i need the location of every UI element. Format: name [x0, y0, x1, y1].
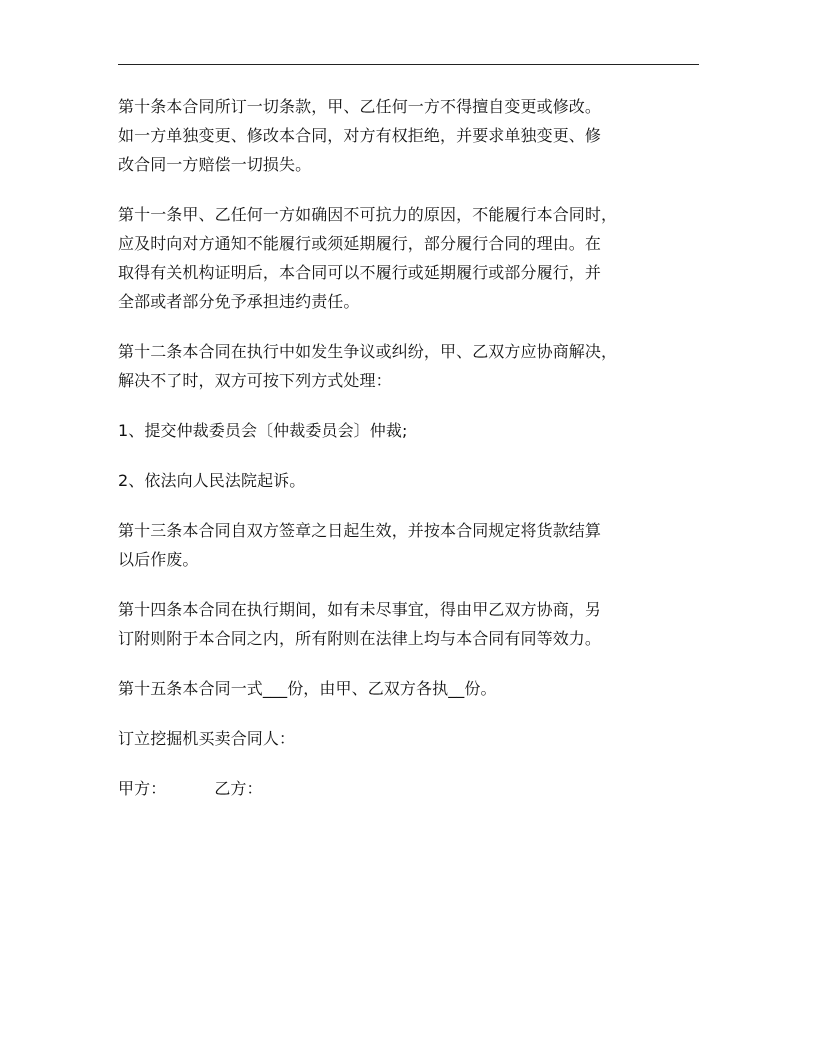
text-line: 第十一条甲、乙任何一方如确因不可抗力的原因，不能履行本合同时， — [118, 205, 618, 224]
party-a-label: 甲方： — [118, 779, 167, 798]
article-12 — [118, 337, 718, 395]
header-rule — [118, 64, 699, 65]
text-line: 取得有关机构证明后，本合同可以不履行或延期履行或部分履行，并 — [118, 263, 602, 282]
text-line: 全部或者部分免予承担违约责任。 — [118, 292, 360, 311]
article-13 — [118, 516, 718, 574]
dispute-option-1 — [118, 416, 718, 445]
text-line: 改合同一方赔偿一切损失。 — [118, 155, 312, 174]
text-line: 第十条本合同所订一切条款，甲、乙任何一方不得擅自变更或修改。 — [118, 97, 602, 116]
article-11 — [118, 200, 718, 316]
text-line: 第十五条本合同一式___份，由甲、乙双方各执__份。 — [118, 679, 497, 698]
text-line: 解决不了时，双方可按下列方式处理： — [118, 371, 392, 390]
text-line: 第十三条本合同自双方签章之日起生效，并按本合同规定将货款结算 — [118, 521, 602, 540]
signature-line — [118, 774, 718, 803]
article-15 — [118, 674, 718, 703]
dispute-option-2 — [118, 466, 718, 495]
text-line: 1、提交仲裁委员会〔仲裁委员会〕仲裁; — [118, 421, 408, 440]
text-line: 订附则附于本合同之内，所有附则在法律上均与本合同有同等效力。 — [118, 629, 602, 648]
article-10 — [118, 92, 718, 179]
text-line: 应及时向对方通知不能履行或须延期履行，部分履行合同的理由。在 — [118, 234, 602, 253]
text-line: 第十四条本合同在执行期间，如有未尽事宜，得由甲乙双方协商，另 — [118, 600, 602, 619]
text-line: 2、依法向人民法院起诉。 — [118, 471, 306, 490]
party-b-label: 乙方： — [214, 779, 263, 798]
text-line: 订立挖掘机买卖合同人： — [118, 729, 296, 748]
text-line: 第十二条本合同在执行中如发生争议或纠纷，甲、乙双方应协商解决， — [118, 342, 618, 361]
signatories-heading — [118, 724, 718, 753]
signature-row — [118, 774, 718, 803]
document-body — [118, 92, 718, 824]
text-line: 如一方单独变更、修改本合同，对方有权拒绝，并要求单独变更、修 — [118, 126, 602, 145]
article-14 — [118, 595, 718, 653]
text-line: 以后作废。 — [118, 550, 199, 569]
